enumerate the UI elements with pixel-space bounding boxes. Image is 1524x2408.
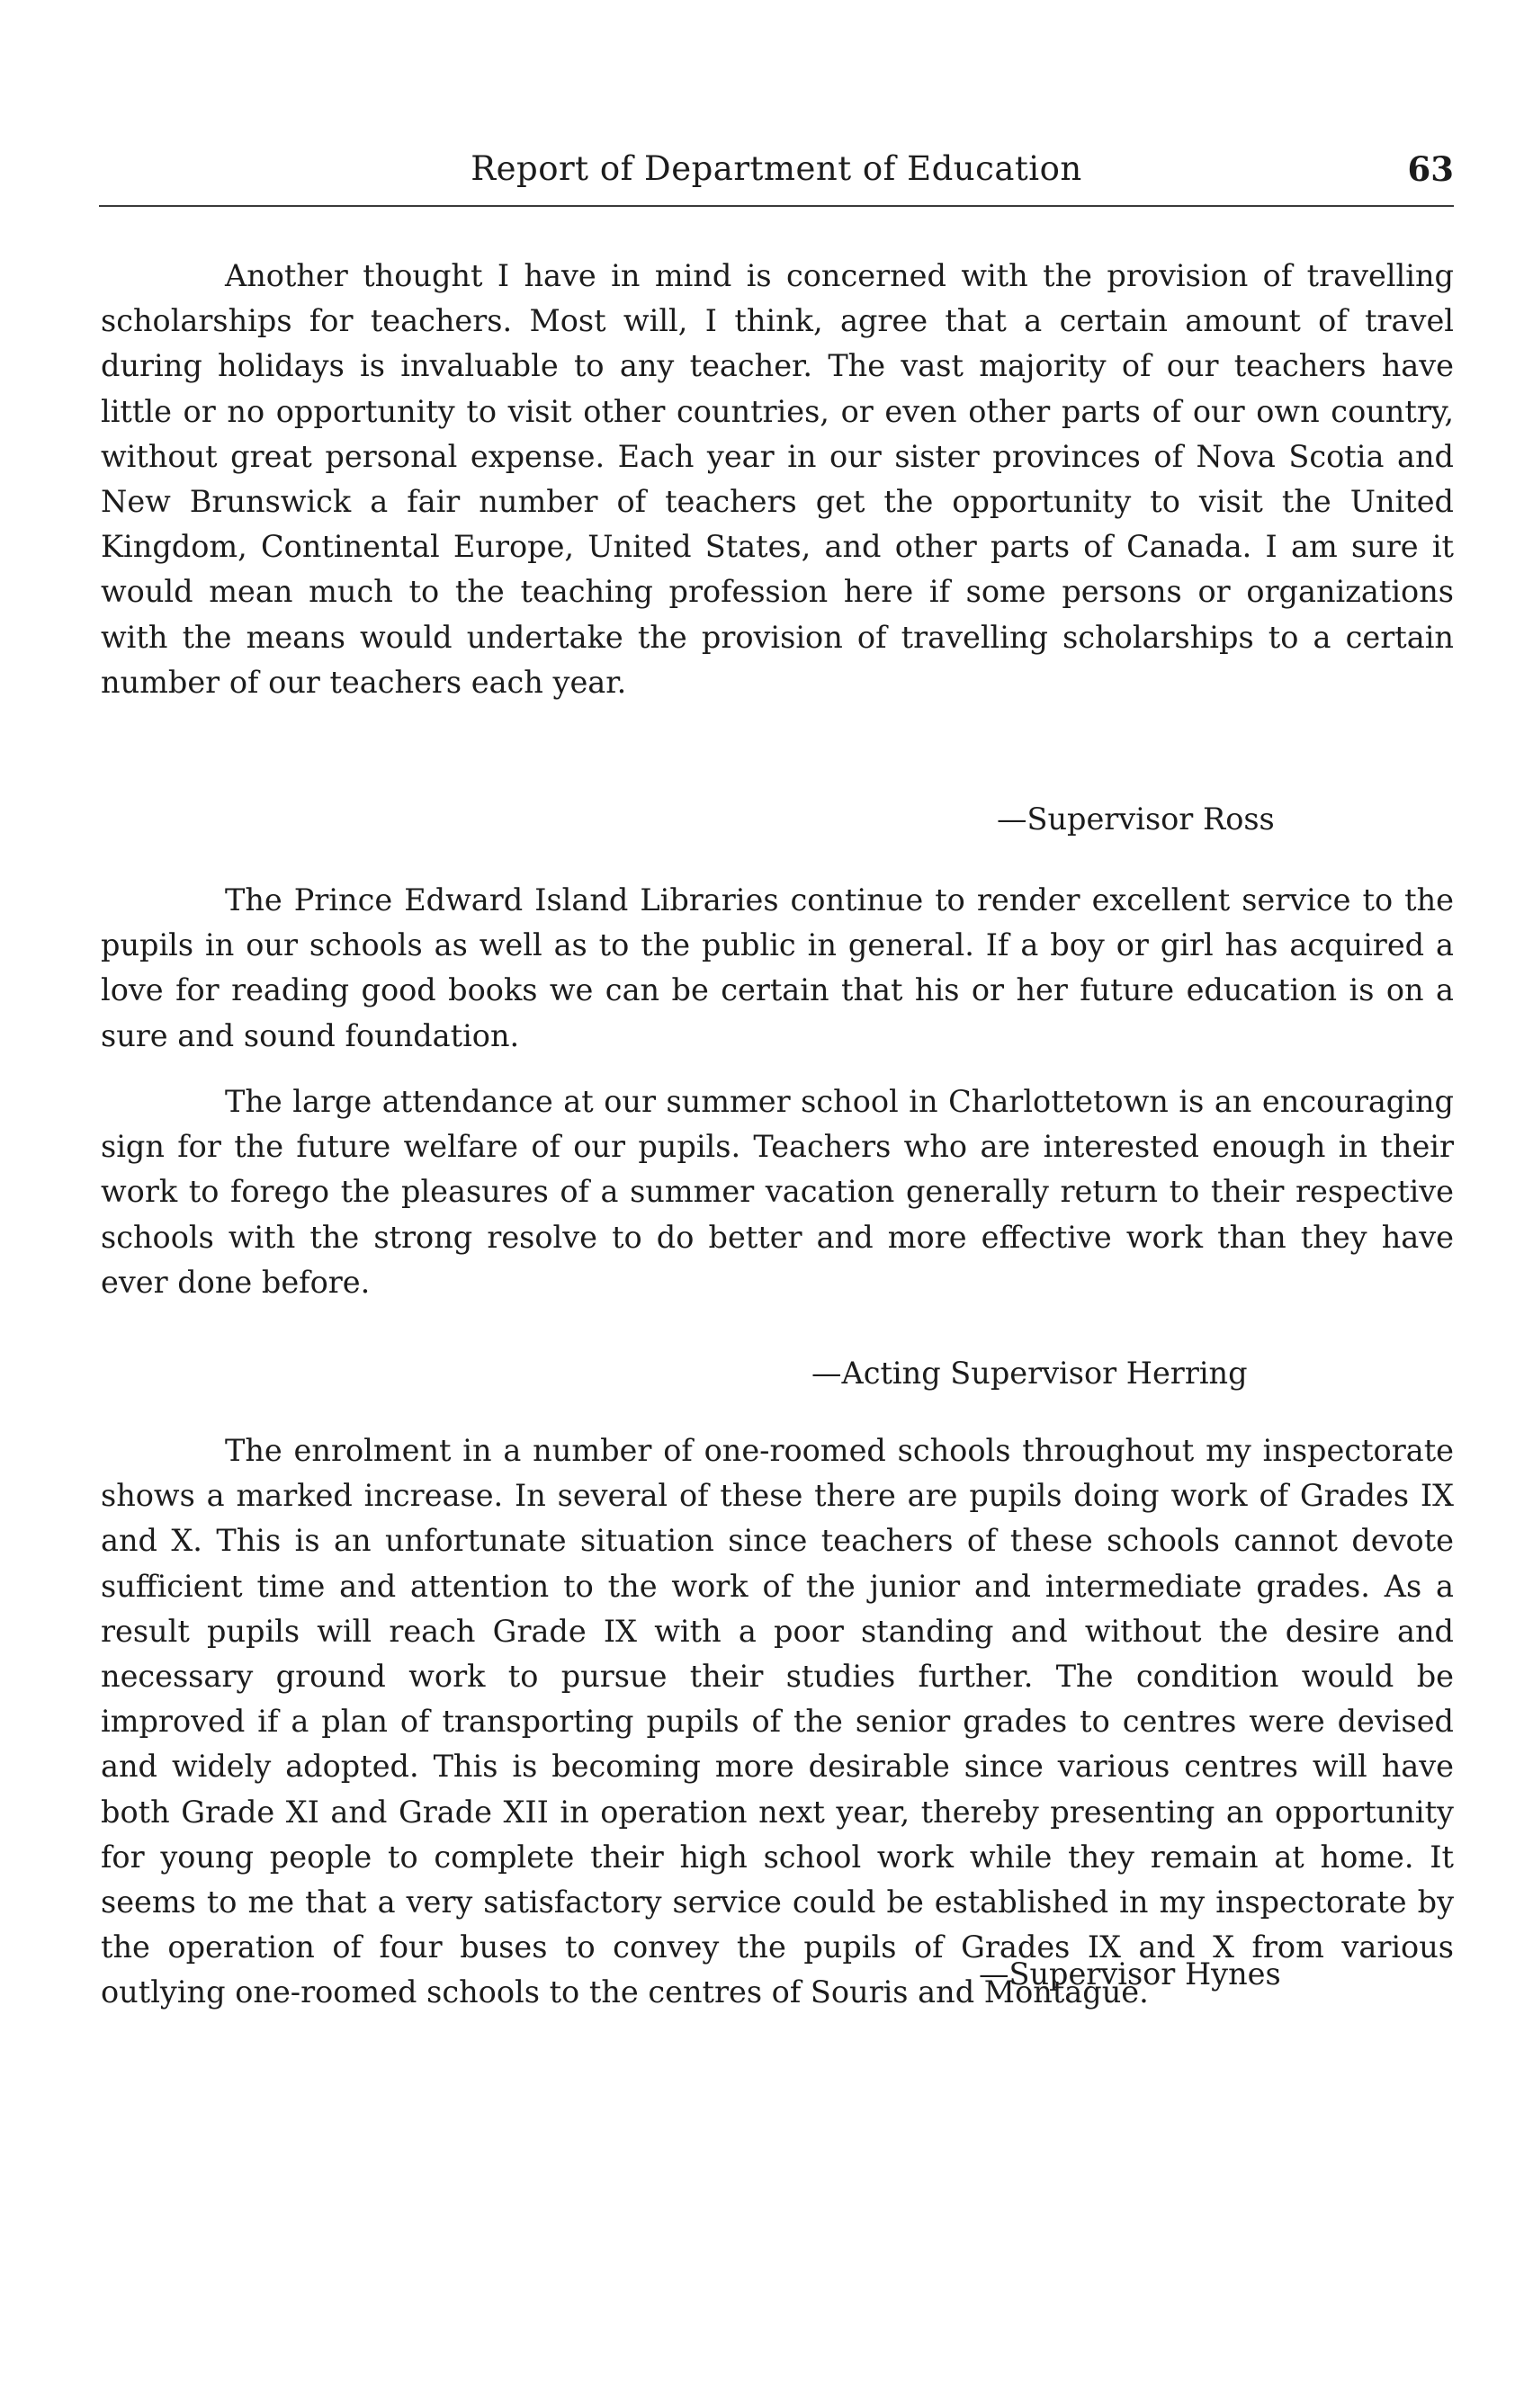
paragraph-travelling-scholarships: Another thought I have in mind is concerned with the provision of travelling scholarships for teachers. Most will, I think, agree that a certain amount of travel during holidays is invaluable to any teacher. The vast majority of our teachers have little or no opportunity to visit other countries, or even other parts of our own country, without great personal expense. Each year in our sister provinces of Nova Scotia and New Brunswick a fair number of teachers get the opportunity to visit the United Kingdom, Continental Europe, United States, and other parts of Canada. I am sure it would mean much to the teaching profession here if some persons or organizations with the means would undertake the provision of travelling scholarships to a certain number of our teachers each year. xyxy=(101,258,1454,700)
signature-supervisor-ross: —Supervisor Ross xyxy=(997,801,1275,837)
page-number: 63 xyxy=(1407,149,1454,189)
page-header xyxy=(99,144,1454,203)
paragraph-one-roomed-schools: The enrolment in a number of one-roomed schools throughout my inspectorate shows a marked increase. In several of these there are pupils doing work of Grades IX and X. This is an unfortunate situation since teachers of these schools cannot devote sufficient time and attention to the work of the junior and intermediate grades. As a result pupils will reach Grade IX with a poor standing and without the desire and necessary ground work to pursue their studies further. The condition would be improved if a plan of transporting pupils of the senior grades to centres were devised and widely adopted. This is becoming more desirable since various centres will have both Grade XI and Grade XII in operation next year, thereby presenting an opportunity for young people to complete their high school work while they remain at home. It seems to me that a very satisfactory service could be established in my inspectorate by the operation of four buses to convey the pupils of Grades IX and X from various outlying one-roomed schools to the centres of Souris and Montague. xyxy=(101,1433,1454,2010)
paragraph-libraries: The Prince Edward Island Libraries continue to render excellent service to the pupils in our schools as well as to the public in general. If a boy or girl has acquired a love for reading good books we can be certain that his or her future education is on a sure and sound foundation. xyxy=(101,882,1454,1053)
paragraph-summer-school: The large attendance at our summer school in Charlottetown is an encouraging sign for the future welfare of our pupils. Teachers who are interested enough in their work to forego the pleasures of a summer vacation generally return to their respective schools with the strong resolve to do better and more effective work than they have ever done before. xyxy=(101,1084,1454,1300)
running-title: Report of Department of Education xyxy=(471,149,1082,188)
signature-supervisor-hynes: —Supervisor Hynes xyxy=(979,1956,1281,1992)
signature-acting-supervisor-herring: —Acting Supervisor Herring xyxy=(811,1356,1248,1391)
header-rule xyxy=(99,205,1454,207)
